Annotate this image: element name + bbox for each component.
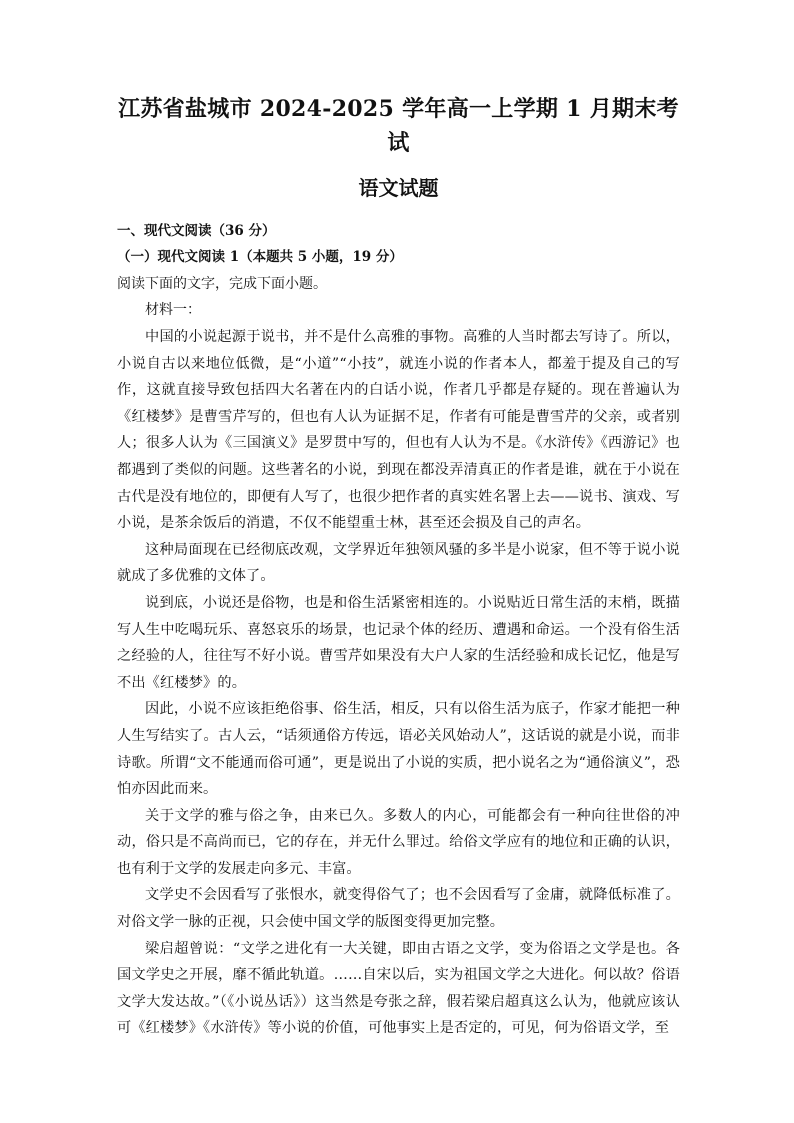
reading-instruction: 阅读下面的文字，完成下面小题。	[117, 276, 327, 292]
document-title: 江苏省盐城市 2024-2025 学年高一上学期 1 月期末考试	[118, 96, 679, 156]
article-paragraph: 中国的小说起源于说书，并不是什么高雅的事物。高雅的人当时都去写诗了。所以，小说自古以来地位低微，是“小道”“小技”，就连小说的作者本人，都羞于提及自己的写作，这就直接导致包括四大名著在内的白话小说，作者几乎都是存疑的。现在普遍认为《红楼梦》是曹雪芹写的，但也有人认为证据不足，作者有可能是曹雪芹的父亲，或者别人；很多人认为《三国演义》是罗贯中写的，但也有人认为不是。《水浒传》《西游记》也都遇到了类似的问题。这些著名的小说，到现在都没弄清真正的作者是谁，就在于小说在古代是没有地位的，即便有人写了，也很少把作者的真实姓名署上去——说书、演戏、写小说，是茶余饭后的消遣，不仅不能望重士林，甚至还会损及自己的声名。	[117, 329, 680, 532]
article-paragraph: 关于文学的雅与俗之争，由来已久。多数人的内心，可能都会有一种向往世俗的冲动，俗只是不高尚而已，它的存在，并无什么罪过。给俗文学应有的地位和正确的认识，也有利于文学的发展走向多元、丰富。	[117, 807, 680, 877]
article-paragraph: 因此，小说不应该拒绝俗事、俗生活，相反，只有以俗生活为底子，作家才能把一种人生写结实了。古人云，“话须通俗方传远，语必关风始动人”，这话说的就是小说，而非诗歌。所谓“文不能通而俗可通”，更是说出了小说的实质，把小说名之为“通俗演义”，恐怕亦因此而来。	[117, 701, 680, 798]
article-paragraph: 这种局面现在已经彻底改观，文学界近年独领风骚的多半是小说家，但不等于说小说就成了多优雅的文体了。	[117, 541, 680, 585]
article-paragraph: 说到底，小说还是俗物，也是和俗生活紧密相连的。小说贴近日常生活的末梢，既描写人生中吃喝玩乐、喜怒哀乐的场景，也记录个体的经历、遭遇和命运。一个没有俗生活之经验的人，往往写不好小说。曹雪芹如果没有大户人家的生活经验和成长记忆，他是写不出《红楼梦》的。	[117, 594, 680, 691]
section-heading-modern-reading: 一、现代文阅读（36 分）	[117, 223, 276, 239]
article-body	[117, 324, 680, 1042]
subsection-heading-reading-1: （一）现代文阅读 1（本题共 5 小题，19 分）	[117, 249, 403, 265]
material-label: 材料一：	[145, 302, 201, 318]
article-paragraph: 文学史不会因看写了张恨水，就变得俗气了；也不会因看写了金庸，就降低标准了。对俗文学一脉的正视，只会使中国文学的版图变得更加完整。	[117, 887, 680, 931]
document-subtitle: 语文试题	[358, 176, 439, 200]
article-paragraph: 梁启超曾说：“文学之进化有一大关键，即由古语之文学，变为俗语之文学是也。各国文学史之开展，靡不循此轨道。……自宋以后，实为祖国文学之大进化。何以故？俗语文学大发达故。”（《小说丛话》）这当然是夸张之辞，假若梁启超真这么认为，他就应该认可《红楼梦》《水浒传》等小说的价值，可他事实上是否定的，可见，何为俗语文学，至	[117, 940, 680, 1037]
